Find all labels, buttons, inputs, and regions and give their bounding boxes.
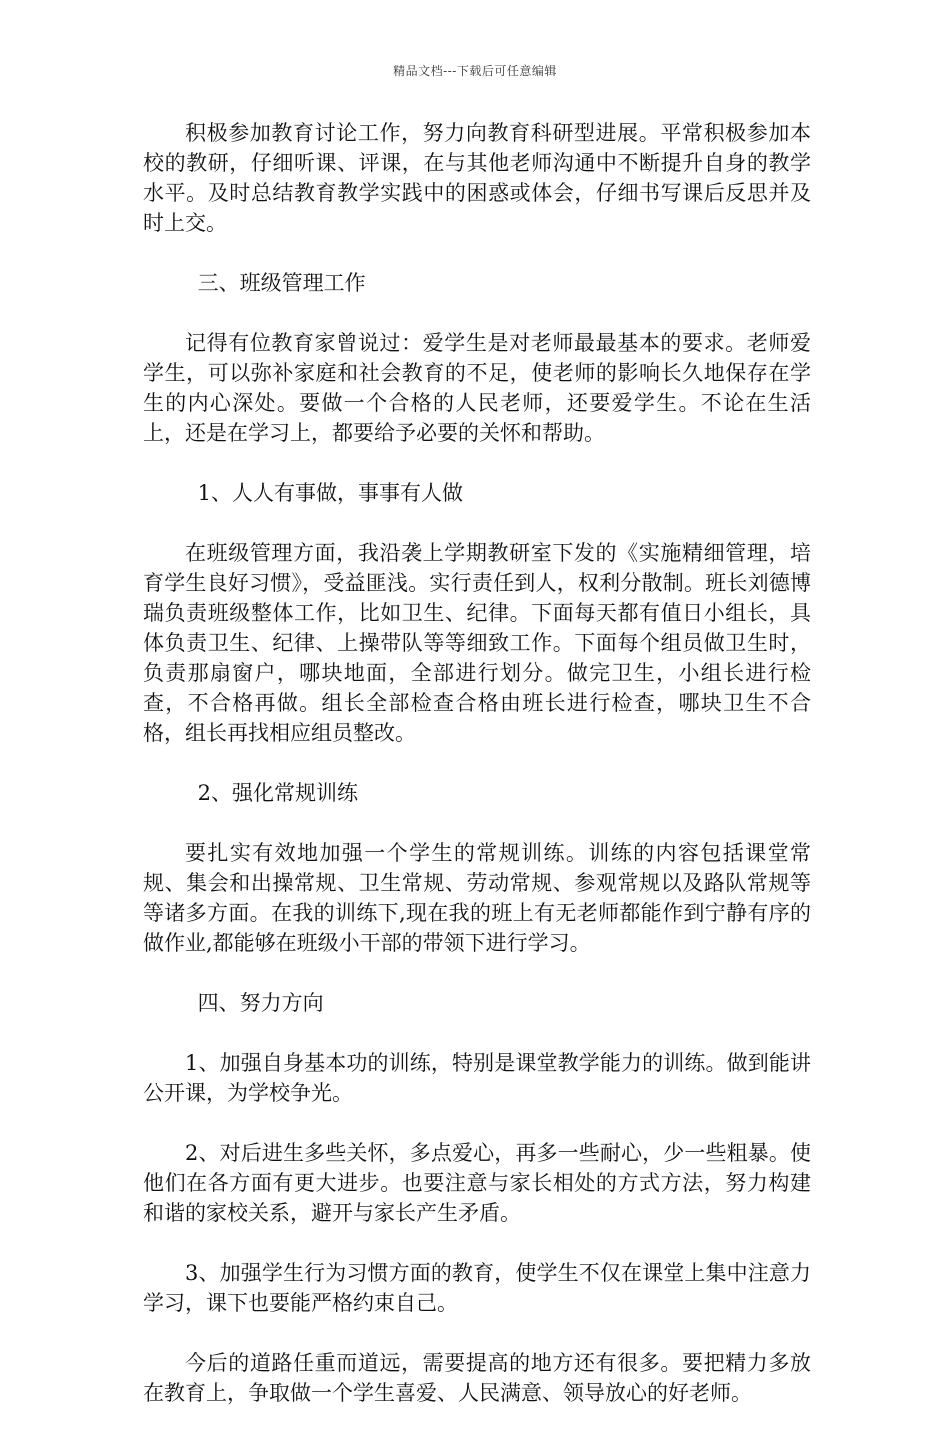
subheading-routine-training: 2、强化常规训练 [197,781,358,805]
document-body [143,118,811,1438]
subheading-everyone-has-tasks: 1、人人有事做，事事有人做 [197,481,463,505]
paragraph-direction-3: 3、加强学生行为习惯方面的教育，使学生不仅在课堂上集中注意力学习，课下也要能严格约束自己。 [143,1261,811,1315]
paragraph-love-students: 记得有位教育家曾说过：爱学生是对老师最最基本的要求。老师爱学生，可以弥补家庭和社会教育的不足，使老师的影响长久地保存在学生的内心深处。要做一个合格的人民老师，还要爱学生。不论在生活上，还是在学习上，都要给予必要的关怀和帮助。 [143,331,811,445]
paragraph-conclusion: 今后的道路任重而道远，需要提高的地方还有很多。要把精力多放在教育上，争取做一个学生喜爱、人民满意、领导放心的好老师。 [143,1351,811,1405]
paragraph-routine-training: 要扎实有效地加强一个学生的常规训练。训练的内容包括课堂常规、集会和出操常规、卫生常规、劳动常规、参观常规以及路队常规等等诸多方面。在我的训练下,现在我的班上有无老师都能作到宁静有序的做作业,都能够在班级小干部的带领下进行学习。 [143,841,811,955]
paragraph-direction-1: 1、加强自身基本功的训练，特别是课堂教学能力的训练。做到能讲公开课，为学校争光。 [143,1051,811,1105]
section-heading-direction: 四、努力方向 [197,991,324,1015]
paragraph-class-management-details: 在班级管理方面，我沿袭上学期教研室下发的《实施精细管理，培育学生良好习惯》，受益匪浅。实行责任到人，权利分散制。班长刘德博瑞负责班级整体工作，比如卫生、纪律。下面每天都有值日小组长，具体负责卫生、纪律、上操带队等等细致工作。下面每个组员做卫生时，负责那扇窗户，哪块地面，全部进行划分。做完卫生，小组长进行检查，不合格再做。组长全部检查合格由班长进行检查，哪块卫生不合格，组长再找相应组员整改。 [143,541,811,745]
paragraph-direction-2: 2、对后进生多些关怀，多点爱心，再多一些耐心，少一些粗暴。使他们在各方面有更大进步。也要注意与家长相处的方式方法，努力构建和谐的家校关系，避开与家长产生矛盾。 [143,1141,811,1225]
paragraph-research: 积极参加教育讨论工作，努力向教育科研型进展。平常积极参加本校的教研，仔细听课、评课，在与其他老师沟通中不断提升自身的教学水平。及时总结教育教学实践中的困惑或体会，仔细书写课后反思并及时上交。 [143,121,811,235]
page-header: 精品文档---下载后可任意编辑 [393,64,557,78]
section-heading-class-management: 三、班级管理工作 [197,271,366,295]
